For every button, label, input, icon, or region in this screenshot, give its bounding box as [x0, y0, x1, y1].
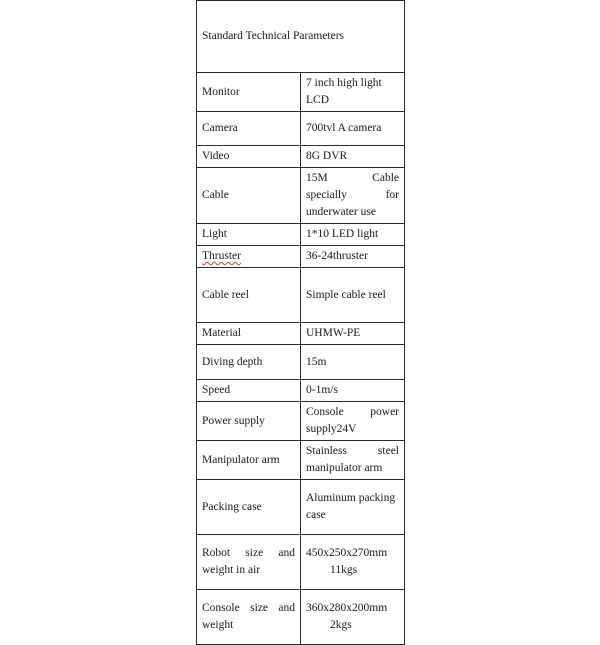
row-value: Console power supply24V — [301, 402, 405, 441]
row-value — [301, 535, 405, 590]
table-row — [197, 224, 405, 246]
row-value: 0-1m/s — [301, 380, 405, 402]
table-row — [197, 112, 405, 146]
table-row — [197, 590, 405, 645]
row-value-line1: 450x250x270mm — [306, 547, 388, 559]
table-row — [197, 535, 405, 590]
row-label: Console size and weight — [197, 590, 301, 645]
row-value-line1: 360x280x200mm — [306, 602, 388, 614]
row-label: Cable reel — [197, 268, 301, 323]
row-value: 700tvl A camera — [301, 112, 405, 146]
table-row — [197, 268, 405, 323]
table-row — [197, 323, 405, 345]
table-row — [197, 402, 405, 441]
table-title-row — [197, 1, 405, 73]
table-row — [197, 246, 405, 268]
table-title: Standard Technical Parameters — [197, 1, 405, 73]
table-row — [197, 73, 405, 112]
row-value: 15M Cable specially for underwater use — [301, 168, 405, 224]
row-label: Power supply — [197, 402, 301, 441]
table-row — [197, 441, 405, 480]
row-label — [197, 246, 301, 268]
row-label: Diving depth — [197, 345, 301, 380]
row-label: Light — [197, 224, 301, 246]
row-label: Manipulator arm — [197, 441, 301, 480]
row-value: 1*10 LED light — [301, 224, 405, 246]
spec-table — [196, 0, 405, 645]
row-value: Stainless steel manipulator arm — [301, 441, 405, 480]
row-label: Robot size and weight in air — [197, 535, 301, 590]
row-value-line2: 2kgs — [330, 619, 352, 631]
row-value: 36-24thruster — [301, 246, 405, 268]
table-row — [197, 480, 405, 535]
row-value: 7 inch high light LCD — [301, 73, 405, 112]
row-label: Monitor — [197, 73, 301, 112]
row-value — [301, 590, 405, 645]
table-row — [197, 345, 405, 380]
row-value: Aluminum packing case — [301, 480, 405, 535]
row-value: 15m — [301, 345, 405, 380]
table-row — [197, 380, 405, 402]
spellcheck-underline: Thruster — [202, 250, 241, 262]
row-label: Material — [197, 323, 301, 345]
row-label: Cable — [197, 168, 301, 224]
row-label: Speed — [197, 380, 301, 402]
row-value: Simple cable reel — [301, 268, 405, 323]
row-label: Camera — [197, 112, 301, 146]
table-row — [197, 168, 405, 224]
table-row — [197, 146, 405, 168]
row-value-line2: 11kgs — [330, 564, 358, 576]
row-value: 8G DVR — [301, 146, 405, 168]
row-label: Video — [197, 146, 301, 168]
row-value: UHMW-PE — [301, 323, 405, 345]
row-label: Packing case — [197, 480, 301, 535]
